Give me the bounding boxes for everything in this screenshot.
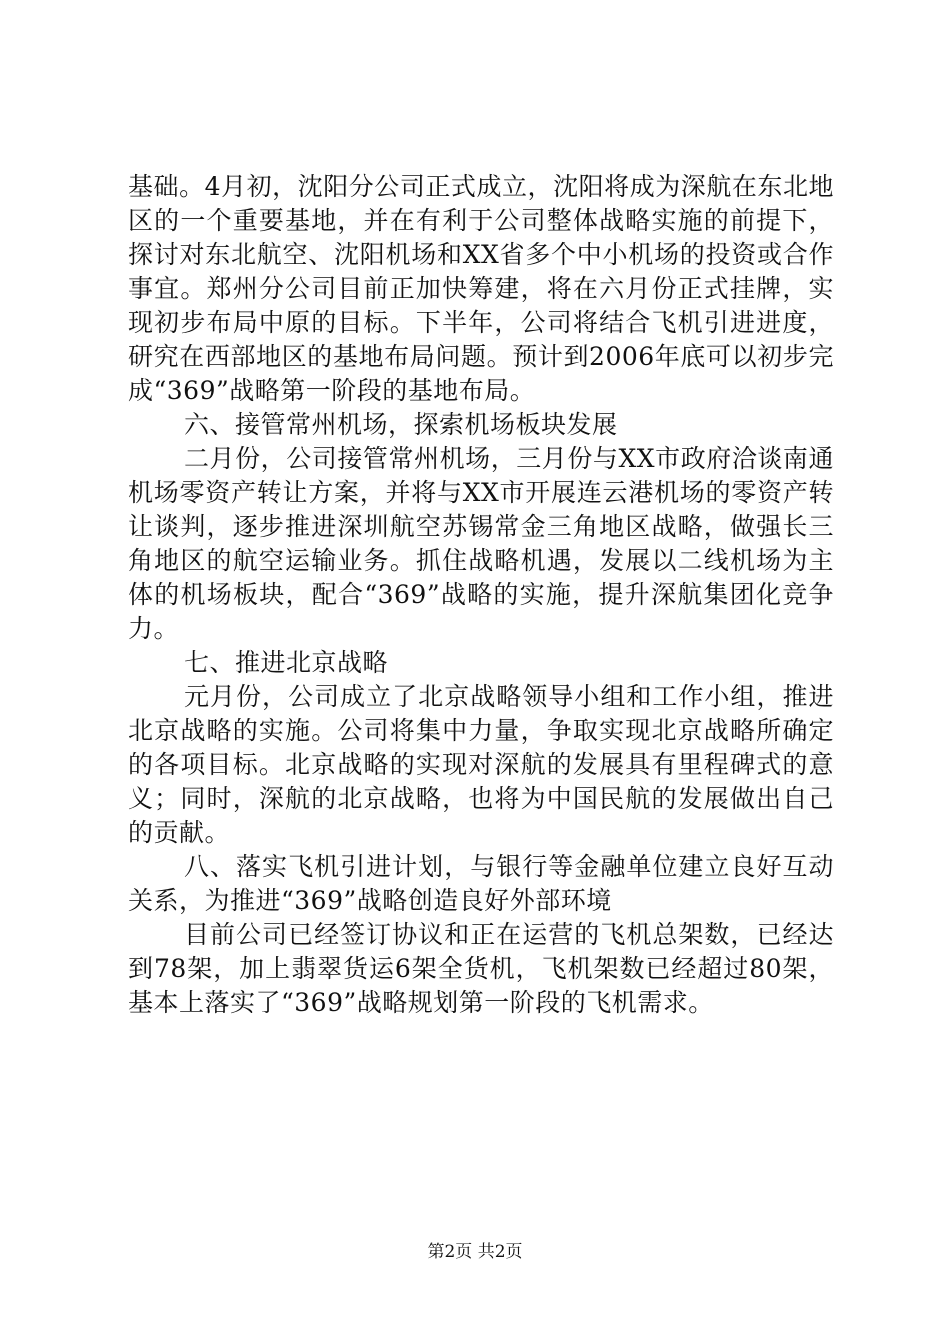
section-heading-7: 七、推进北京战略 bbox=[184, 648, 389, 677]
paragraph-base-layout: 基础。4月初，沈阳分公司正式成立，沈阳将成为深航在东北地区的一个重要基地，并在有利于公司整体战略实施的前提下，探讨对东北航空、沈阳机场和XX省多个中小机场的投资或合作事宜。郑州分公司目前正加快筹建，将在六月份正式挂牌，实现初步布局中原的目标。下半年，公司将结合飞机引进进度，研究在西部地区的基地布局问题。预计到2006年底可以初步完成“369”战略第一阶段的基地布局。 bbox=[128, 172, 834, 405]
paragraph-changzhou-airport: 二月份，公司接管常州机场，三月份与XX市政府洽谈南通机场零资产转让方案，并将与XX市开展连云港机场的零资产转让谈判，逐步推进深圳航空苏锡常金三角地区战略，做强长三角地区的航空运输业务。抓住战略机遇，发展以二线机场为主体的机场板块，配合“369”战略的实施，提升深航集团化竞争力。 bbox=[128, 444, 834, 643]
paragraph-beijing-strategy: 元月份，公司成立了北京战略领导小组和工作小组，推进北京战略的实施。公司将集中力量，争取实现北京战略所确定的各项目标。北京战略的实现对深航的发展具有里程碑式的意义；同时，深航的北京战略，也将为中国民航的发展做出自己的贡献。 bbox=[128, 682, 834, 847]
section-heading-8: 八、落实飞机引进计划，与银行等金融单位建立良好互动关系，为推进“369”战略创造良好外部环境 bbox=[128, 852, 834, 915]
page-footer: 第2页 共2页 bbox=[427, 1242, 523, 1262]
document-body bbox=[128, 170, 834, 1020]
paragraph-aircraft-plan: 目前公司已经签订协议和正在运营的飞机总架数，已经达到78架，加上翡翠货运6架全货机，飞机架数已经超过80架，基本上落实了“369”战略规划第一阶段的飞机需求。 bbox=[128, 920, 834, 1017]
section-heading-6: 六、接管常州机场，探索机场板块发展 bbox=[184, 410, 618, 439]
